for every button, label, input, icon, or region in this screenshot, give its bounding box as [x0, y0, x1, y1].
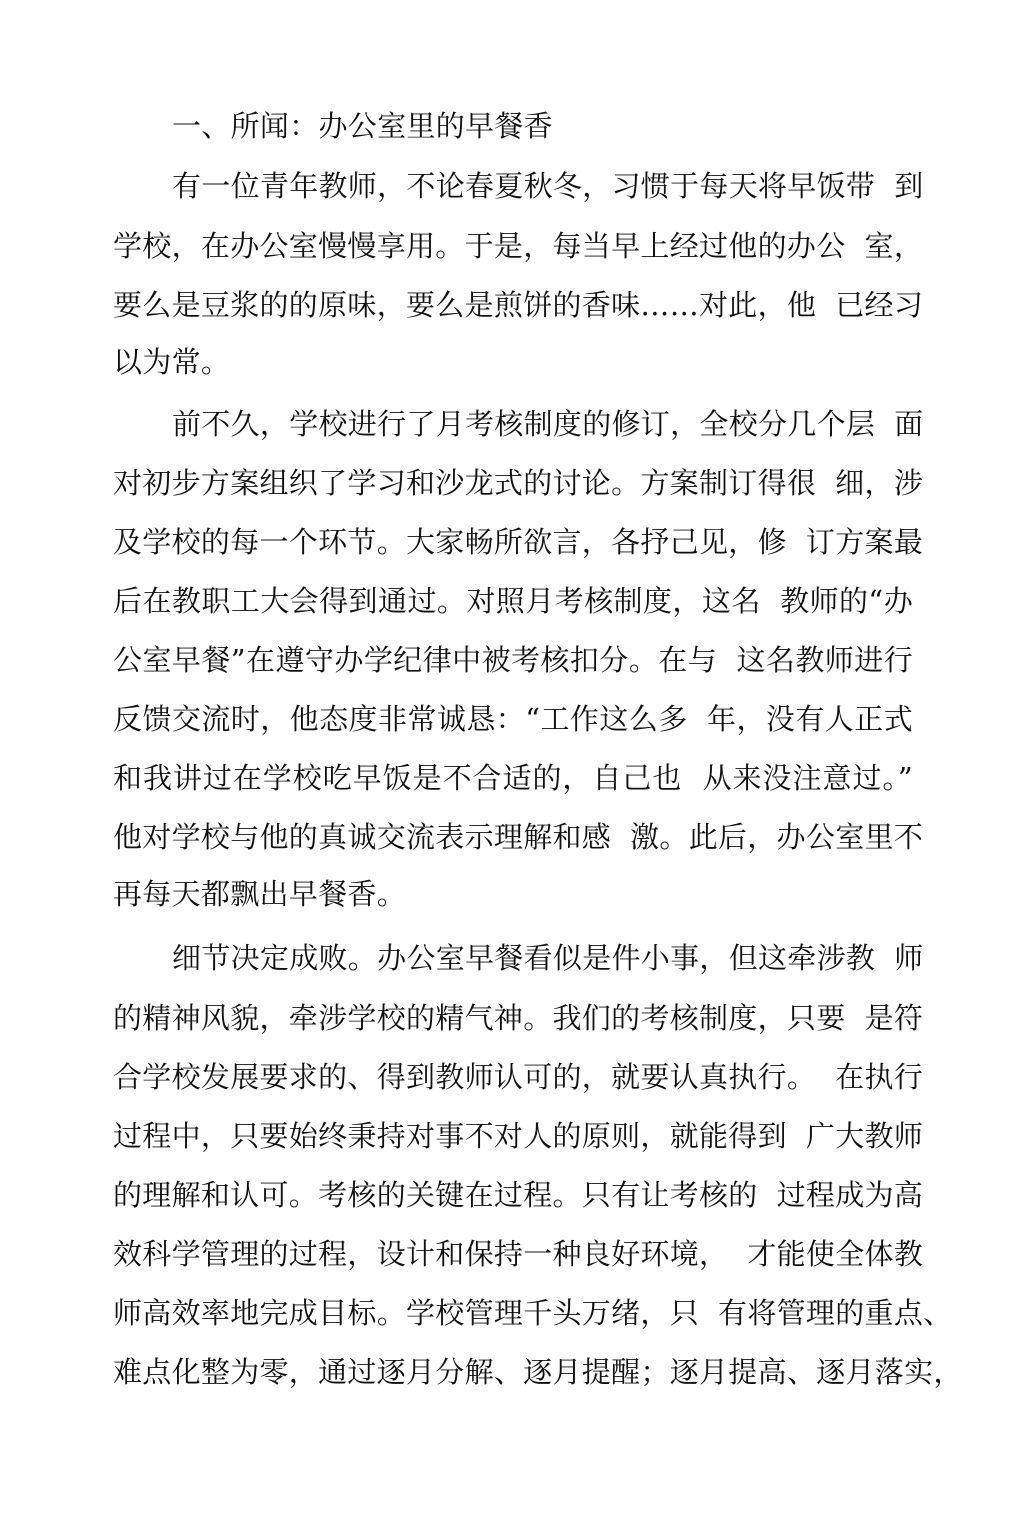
paragraph-line: 和我讲过在学校吃早饭是不合适的，自己也 从来没注意过。” [113, 761, 913, 795]
paragraph-line: 细节决定成败。办公室早餐看似是件小事，但这牵涉教 师 [172, 941, 924, 975]
paragraph-line: 难点化整为零，通过逐月分解、逐月提醒；逐月提高、逐月落实， [113, 1355, 963, 1389]
paragraph-line: 学校，在办公室慢慢享用。于是，每当早上经过他的办公 室， [113, 229, 924, 263]
paragraph-line: 效科学管理的过程，设计和保持一种良好环境， 才能使全体教 [113, 1237, 924, 1271]
paragraph-line: 合学校发展要求的、得到教师认可的，就要认真执行。 在执行 [113, 1060, 924, 1094]
paragraph-line: 公室早餐”在遵守办学纪律中被考核扣分。在与 这名教师进行 [113, 643, 913, 677]
paragraph-line: 反馈交流时，他态度非常诚恳：“工作这么多 年，没有人正式 [113, 702, 913, 736]
paragraph-line: 及学校的每一个环节。大家畅所欲言，各抒己见，修 订方案最 [113, 525, 924, 559]
paragraph-line: 的精神风貌，牵涉学校的精气神。我们的考核制度，只要 是符 [113, 1001, 924, 1035]
paragraph-line: 师高效率地完成目标。学校管理千头万绪，只 有将管理的重点、 [113, 1296, 953, 1330]
paragraph-line: 要么是豆浆的的原味，要么是煎饼的香味……对此，他 已经习 [113, 288, 924, 322]
paragraph-line: 他对学校与他的真诚交流表示理解和感 激。此后，办公室里不 [113, 820, 924, 854]
paragraph-line: 再每天都飘出早餐香。 [113, 877, 407, 911]
paragraph-line: 对初步方案组织了学习和沙龙式的讨论。方案制订得很 细，涉 [113, 466, 924, 500]
section-heading: 一、所闻：办公室里的早餐香 [172, 109, 553, 143]
paragraph-line: 的理解和认可。考核的关键在过程。只有让考核的 过程成为高 [113, 1178, 924, 1212]
paragraph-line: 前不久，学校进行了月考核制度的修订，全校分几个层 面 [172, 407, 924, 441]
paragraph-line: 以为常。 [113, 345, 231, 379]
paragraph-line: 有一位青年教师，不论春夏秋冬，习惯于每天将早饭带 到 [172, 169, 924, 203]
paragraph-line: 后在教职工大会得到通过。对照月考核制度，这名 教师的“办 [113, 584, 913, 618]
paragraph-line: 过程中，只要始终秉持对事不对人的原则，就能得到 广大教师 [113, 1119, 924, 1153]
